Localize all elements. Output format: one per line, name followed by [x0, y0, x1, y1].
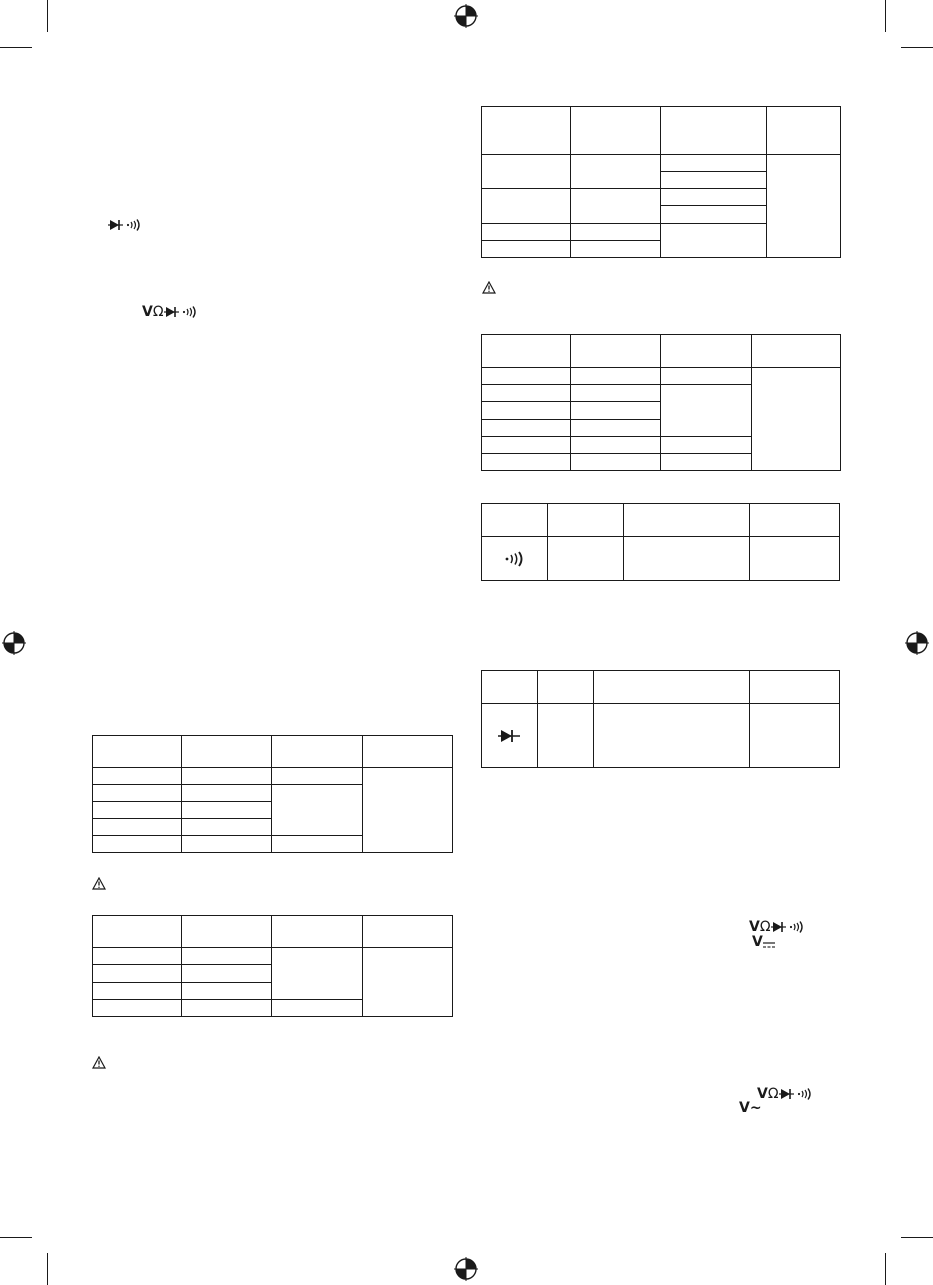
dc-voltage-icon [752, 935, 763, 949]
registration-mark-icon [2, 631, 26, 655]
diode-continuity-icon [779, 1088, 815, 1100]
crop-mark [901, 1237, 933, 1238]
crop-mark [47, 0, 48, 32]
diode-continuity-icon [164, 306, 200, 318]
tilde-label: ~ [749, 1100, 762, 1116]
crop-mark [885, 0, 886, 32]
v-ohm-diode-continuity-icon [749, 920, 771, 934]
continuity-icon [504, 551, 524, 567]
spec-table-left-1 [92, 735, 453, 853]
spec-table-left-2 [92, 915, 453, 1017]
warning-icon [482, 281, 496, 294]
diode-table [481, 670, 840, 768]
crop-mark [885, 1253, 886, 1285]
v-label: V [757, 1086, 768, 1102]
dc-symbol-icon [763, 941, 775, 949]
v-ohm-diode-continuity-icon [757, 1087, 779, 1101]
ac-voltage-icon [739, 1101, 762, 1115]
crop-mark [47, 1253, 48, 1285]
v-label: V [142, 304, 153, 320]
registration-mark-icon [905, 631, 929, 655]
ohm-label: Ω [767, 1086, 779, 1102]
crop-mark [0, 47, 32, 48]
v-ohm-diode-continuity-icon [142, 305, 164, 319]
diode-icon [498, 729, 520, 743]
spec-table-right-1 [481, 106, 841, 258]
registration-mark-icon [454, 1257, 478, 1281]
v-label: V [749, 919, 760, 935]
v-label: V [752, 934, 763, 950]
ohm-label: Ω [152, 304, 164, 320]
crop-mark [901, 47, 933, 48]
crop-mark [0, 1237, 32, 1238]
warning-icon [92, 877, 106, 890]
spec-table-right-2 [481, 334, 841, 471]
v-label: V [739, 1100, 750, 1116]
diode-continuity-icon [108, 219, 144, 231]
warning-icon [92, 1056, 106, 1069]
continuity-table [481, 503, 840, 581]
registration-mark-icon [454, 4, 478, 28]
ohm-label: Ω [759, 919, 771, 935]
diode-continuity-icon [771, 921, 807, 933]
